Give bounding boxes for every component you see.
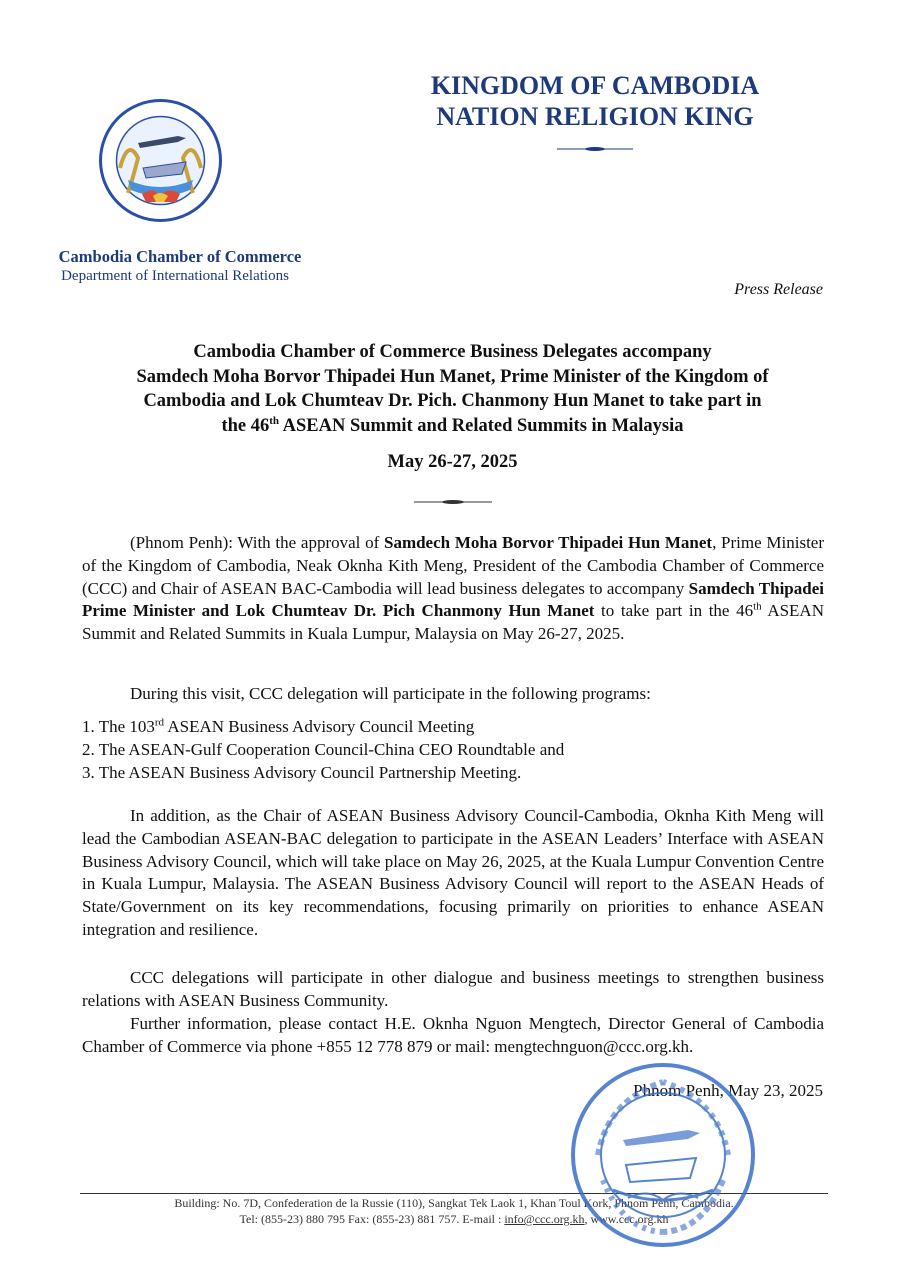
p1-a: (Phnom Penh): With the approval of bbox=[130, 533, 384, 552]
title-line2: Samdech Moha Borvor Thipadei Hun Manet, Prime Minister of the Kingdom of bbox=[136, 366, 769, 387]
title-line4-pre: the 46 bbox=[221, 415, 270, 436]
program1-post: ASEAN Business Advisory Council Meeting bbox=[164, 717, 475, 736]
p3-text: CCC delegations will participate in other dialogue and business meetings to strengthen business relations with ASEAN Business Community. bbox=[82, 968, 824, 1010]
title-ornament bbox=[412, 499, 494, 505]
p1-f: ASEAN Summit and Related Summits in Kuala Lumpur, Malaysia on May 26-27, 2025. bbox=[82, 601, 824, 644]
header-ornament bbox=[555, 146, 635, 152]
title-line4-sup: th bbox=[269, 414, 280, 427]
title-line4-post: ASEAN Summit and Related Summits in Malaysia bbox=[279, 415, 684, 436]
event-date: May 26-27, 2025 bbox=[387, 452, 518, 472]
footer-web-link[interactable]: www.ccc.org.kh bbox=[590, 1212, 669, 1226]
paragraph-intro bbox=[82, 532, 824, 646]
program1-pre: 1. The 103 bbox=[82, 717, 155, 736]
official-seal-icon bbox=[568, 1060, 758, 1250]
kingdom-heading bbox=[400, 70, 790, 132]
programs-list bbox=[82, 716, 564, 784]
p1-c: , Prime Minister of the Kingdom of Cambodia, Neak Oknha Kith Meng, President of the Cambodia Chamber of Commerce (CCC) and Chair of ASEAN BAC-Cambodia will lead business delegates to accompany bbox=[82, 533, 824, 598]
chamber-logo-icon bbox=[98, 98, 223, 223]
footer-address: Building: No. 7D, Confederation de la Russie (110), Sangkat Tek Laok 1, Khan Toul Kork, Phnom Penh, Cambodia. bbox=[174, 1196, 734, 1210]
title-line4 bbox=[70, 414, 835, 439]
doc-type-label: Press Release bbox=[734, 281, 823, 298]
p2-text: In addition, as the Chair of ASEAN Business Advisory Council-Cambodia, Oknha Kith Meng will lead the Cambodian ASEAN-BAC delegation to participate in the ASEAN Leaders’ Interface with ASEAN Business Advisory Council, which will take place on May 26, 2025, at the Kuala Lumpur Convention Centre in Kuala Lumpur, Malaysia. The ASEAN Business Advisory Council will report to the ASEAN Heads of State/Government on its key recommendations, focusing primarily on priorities to enhance ASEAN integration and resilience. bbox=[82, 806, 824, 939]
kingdom-line1: KINGDOM OF CAMBODIA bbox=[430, 71, 760, 100]
visit-intro: During this visit, CCC delegation will participate in the following programs: bbox=[130, 684, 651, 703]
list-item: 2. The ASEAN-Gulf Cooperation Council-China CEO Roundtable and bbox=[82, 739, 565, 759]
title-line3: Cambodia and Lok Chumteav Dr. Pich. Chanmony Hun Manet to take part in bbox=[143, 391, 762, 411]
list-item bbox=[82, 716, 564, 739]
p4-text: Further information, please contact H.E. Oknha Nguon Mengtech, Director General of Cambodia Chamber of Commerce via phone +855 12 778 879 or mail: mengtechnguon@ccc.org.kh. bbox=[82, 1014, 824, 1056]
footer-email-link[interactable]: info@ccc.org.kh bbox=[504, 1212, 585, 1226]
paragraph-contact bbox=[82, 1013, 824, 1059]
p1-b: Samdech Moha Borvor Thipadei Hun Manet bbox=[383, 533, 713, 552]
p1-d: Samdech Thipadei Prime Minister and Lok Chumteav Dr. Pich Chanmony Hun Manet bbox=[82, 578, 824, 621]
p1-sup: th bbox=[753, 600, 762, 613]
org-name: Cambodia Chamber of Commerce bbox=[58, 247, 302, 266]
sign-date: Phnom Penh, May 23, 2025 bbox=[633, 1081, 823, 1100]
title-line1: Cambodia Chamber of Commerce Business Delegates accompany bbox=[193, 342, 712, 362]
footer-sep: , bbox=[584, 1212, 591, 1226]
org-department: Department of International Relations bbox=[61, 268, 289, 284]
kingdom-line2: NATION RELIGION KING bbox=[436, 102, 754, 131]
paragraph-asean-bac bbox=[82, 805, 824, 942]
press-title bbox=[70, 340, 835, 438]
paragraph-visit-intro bbox=[82, 683, 824, 706]
p1-e: to take part in the 46 bbox=[594, 601, 754, 621]
program1-sup: rd bbox=[154, 716, 165, 729]
list-item: 3. The ASEAN Business Advisory Council Partnership Meeting. bbox=[82, 762, 522, 782]
footer-contact-text: Tel: (855-23) 880 795 Fax: (855-23) 881 757. E-mail : bbox=[239, 1212, 505, 1226]
paragraph-dialogue bbox=[82, 967, 824, 1013]
